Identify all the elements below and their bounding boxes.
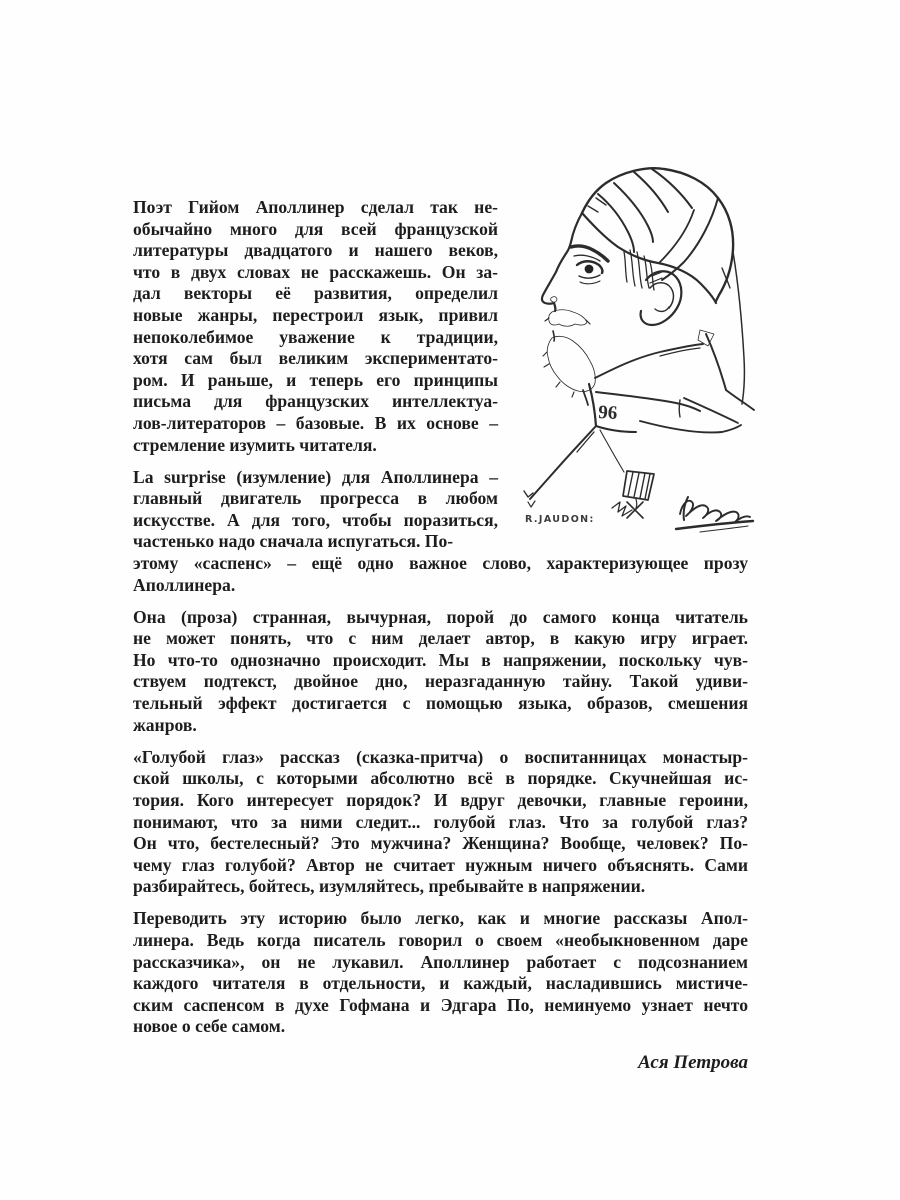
text-line: Но что-то однозначно происходит. Мы в напряжении, поскольку чув- (133, 649, 748, 670)
text-line: тория. Кого интересует порядок? И вдруг девочки, главные героини, (133, 789, 748, 810)
text-line: Переводить эту историю было легко, как и многие рассказы Апол- (133, 908, 748, 929)
paragraph-continuation (133, 553, 748, 596)
text-line: разбирайтесь, бойтесь, изумляйтесь, пребывайте в напряжении. (133, 876, 646, 897)
text-line: ской школы, с которыми абсолютно всё в порядке. Скучнейшая ис- (133, 768, 748, 789)
text-line: Он что, бестелесный? Это мужчина? Женщина? Вообще, человек? По- (133, 833, 748, 854)
paragraph (133, 908, 748, 1038)
text-line: дал векторы её развития, определил (133, 283, 498, 304)
text-column-narrow (133, 197, 498, 553)
text-line: что в двух словах не расскажешь. Он за- (133, 261, 498, 282)
text-line: лов-литераторов – базовые. В их основе – (133, 412, 498, 433)
artist-signature-scrawl (676, 497, 753, 532)
temple-hair-strokes (624, 250, 654, 290)
eyebrow (571, 246, 608, 261)
medal (612, 471, 654, 518)
paragraph (133, 467, 498, 553)
text-line: Она (проза) странная, вычурная, порой до самого конца читатель (133, 606, 748, 627)
signature-underline (676, 521, 753, 529)
apollinaire-portrait-sketch (515, 155, 765, 555)
text-line: новые жанры, перестроил язык, привил (133, 304, 498, 325)
paragraph (133, 607, 748, 737)
text-line: «Голубой глаз» рассказ (сказка-притча) о воспитанницах монастыр- (133, 746, 748, 767)
chest-and-arm (524, 426, 624, 499)
text-line: рассказчика», он не лукавил. Аполлинер работает с подсознанием (133, 951, 748, 972)
text-line: хотя сам был великим экспериментато- (133, 348, 498, 369)
paragraph (133, 747, 748, 898)
text-line: искусстве. А для того, чтобы поразиться, (133, 509, 498, 530)
eye (577, 261, 602, 284)
engraver-caption-group (525, 501, 595, 525)
text-line: тельный эффект достигается с помощью языка, образов, смешения (133, 693, 748, 714)
text-line: Поэт Гийом Аполлинер сделал так не- (133, 197, 498, 217)
engraver-caption: R.JAUDON: (525, 514, 595, 525)
text-line: обычайно много для всей французской (133, 218, 498, 239)
text-line: ром. И раньше, и теперь его принципы (133, 369, 498, 390)
text-line: письма для французских интеллектуа- (133, 391, 498, 412)
text-line: понимают, что за ними следит... голубой глаз. Что за голубой глаз? (133, 811, 748, 832)
collar-number: 96 (597, 402, 618, 424)
text-line: ским саспенсом в духе Гофмана и Эдгара По, неминуемо узнает нечто (133, 994, 748, 1015)
text-line: этому «саспенс» – ещё одно важное слово, характеризующее прозу (133, 553, 748, 573)
text-line: чему глаз голубой? Автор не считает нужным ничего объяснять. Сами (133, 854, 748, 875)
beard (543, 336, 595, 397)
text-line: литературы двадцатого и нашего веков, (133, 240, 498, 261)
text-line: не может понять, что с ним делает автор, в какую игру играет. (133, 628, 748, 649)
text-line: линера. Ведь когда писатель говорил о своем «необыкновенном даре (133, 930, 748, 950)
text-line: новое о себе самом. (133, 1016, 286, 1037)
text-line: La surprise (изумление) для Аполлинера – (133, 466, 498, 487)
text-line: частенько надо сначала испугаться. По- (133, 531, 454, 552)
text-line: стремление изумить читателя. (133, 434, 377, 455)
paragraph (133, 197, 498, 456)
collar (589, 384, 741, 432)
text-column-full (133, 553, 748, 1074)
text-line: непоколебимое уважение к традиции, (133, 326, 498, 347)
text-line: Аполлинера. (133, 574, 236, 595)
mustache (545, 310, 590, 327)
author-signature: Ася Петрова (638, 1051, 748, 1073)
text-line: каждого читателя в отдельности, и каждый, насладившись мистиче- (133, 973, 748, 994)
text-line: жанров. (133, 714, 197, 735)
face-profile (542, 213, 582, 341)
text-line: ствуем подтекст, двойное дно, неразгаданную тайну. Такой удиви- (133, 671, 748, 692)
text-line: главный двигатель прогресса в любом (133, 488, 498, 509)
ear (641, 271, 682, 325)
